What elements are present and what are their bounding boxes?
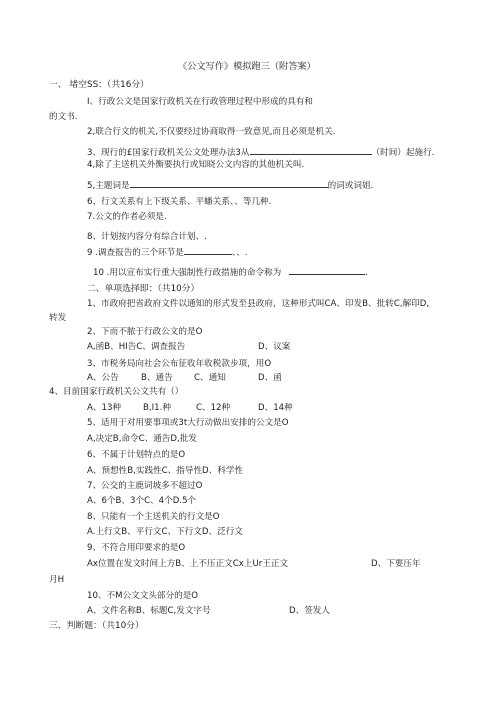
mc-10-option-abc: A、文件名称B、标题C,发文字号: [87, 606, 211, 616]
question-9: [87, 246, 248, 259]
mc-1-stem-cont: 转发: [49, 313, 67, 323]
question-6: 6、行文关系有上下级关系、平蟠关系、、等几种.: [87, 197, 272, 207]
mc-5-stem: 5、适用于对用要事项或3t大行动做出安排的公文是O: [87, 418, 289, 428]
mc-4-option-b: B,I1.种: [143, 403, 171, 413]
mc-6-stem: 6、不属于计划特点的是O: [87, 450, 186, 460]
mc-4-option-a: A、13种: [87, 403, 122, 413]
question-1-line-1: I、行政公文是国家行政机关在行政管理过程中形成的具有和: [87, 97, 313, 107]
mc-3-option-b: B、通告: [141, 373, 173, 383]
question-1-line-2: 的文书.: [49, 112, 78, 122]
section-heading-true-false: 三、判断题：（共10分）: [49, 621, 144, 631]
mc-8-options: A.上行文B、平行文C、下行文D、泛行文: [87, 527, 243, 537]
question-2: 2,联合行文的机关,不仅要经过协商取得一致意见,而且必须是机关.: [87, 127, 336, 137]
question-7: 7.公文的作者必须是.: [87, 212, 167, 222]
mc-6-options: A、预想性B,实践性C、指导性D、科学性: [87, 466, 244, 476]
mc-9-stem: 9、不符合用印要求的是O: [87, 543, 186, 553]
mc-9-option-d-cont: 月H: [49, 575, 65, 585]
mc-10-option-d: D、签发人: [289, 606, 330, 616]
question-3-text-a: 3、现行的£国家行政机关公文处理办法3从: [87, 148, 250, 158]
mc-4-option-c: C、12种: [196, 403, 231, 413]
mc-3-option-a: A、公告: [87, 373, 119, 383]
blank-line: [250, 146, 372, 155]
page-title: 《公文写作》模拟跑三（附答案）: [178, 61, 316, 72]
question-9-text-b: 、、.: [231, 248, 248, 258]
question-5: [87, 179, 373, 192]
mc-3-option-c: C、通知: [194, 373, 226, 383]
question-4: 4,除了主送机关外衡要执行或知晓公文内容的其他机关叫.: [87, 160, 305, 170]
mc-2-option-abc: A,函B、HI告C、调查报告: [87, 342, 186, 352]
mc-9-option-d: D、下要压年: [371, 559, 421, 569]
question-3: [87, 146, 434, 159]
mc-2-option-d: D、议案: [258, 342, 291, 352]
question-9-text-a: 9 .调查报告的三个环节是: [87, 248, 184, 258]
mc-1-stem: 1、市政府把省政府文件以通知的形式发至县政府，这种形式叫CA、印发B、批转C,解印D,: [87, 299, 430, 309]
question-8: 8、计划按内容分有综合计划、.: [87, 232, 207, 242]
mc-4-stem: 4、目前国家行政机关公文共有（）: [49, 387, 184, 397]
mc-7-stem: 7、公交的主鹿词坡多不超过O: [87, 481, 203, 491]
mc-2-stem: 2、下而不脓于行政公文的是O: [87, 327, 203, 337]
mc-10-stem: 10、不M公文文头部分的是O: [87, 591, 199, 601]
mc-9-option-abc: Ax位置在发文时间上方B、上不压正文Cx上Ur王正文: [87, 559, 289, 569]
section-heading-fill-blank: 一、 堵空SS：（共16分）: [49, 80, 149, 90]
mc-8-stem: 8、只能有一个主送机关的行文是O: [87, 512, 220, 522]
question-10-text-b: .: [365, 268, 369, 278]
blank-line: [184, 246, 232, 255]
question-10-text-a: 10 .用以宣布实行重大强制性行政措施的命令称为: [93, 268, 282, 278]
section-heading-single-choice: 二、单项选择即：（共10分）: [87, 284, 200, 294]
mc-7-options: A、6个B、3个C、4个D.5个: [87, 496, 197, 506]
mc-5-options: A,决定B,命令C、通告D,批发: [87, 434, 197, 444]
question-5-text-b: 的词或词姐.: [327, 181, 374, 191]
blank-line: [289, 266, 365, 275]
blank-line: [130, 179, 328, 188]
question-10: [93, 266, 368, 279]
mc-3-option-d: D、函: [258, 373, 282, 383]
question-3-text-b: （时间）起施行.: [371, 148, 435, 158]
question-5-text-a: 5,主题词是: [87, 181, 130, 191]
mc-4-option-d: D、14种: [258, 403, 293, 413]
mc-3-stem: 3、市税务局向社会公布征收年收税款步项，用O: [87, 359, 272, 369]
